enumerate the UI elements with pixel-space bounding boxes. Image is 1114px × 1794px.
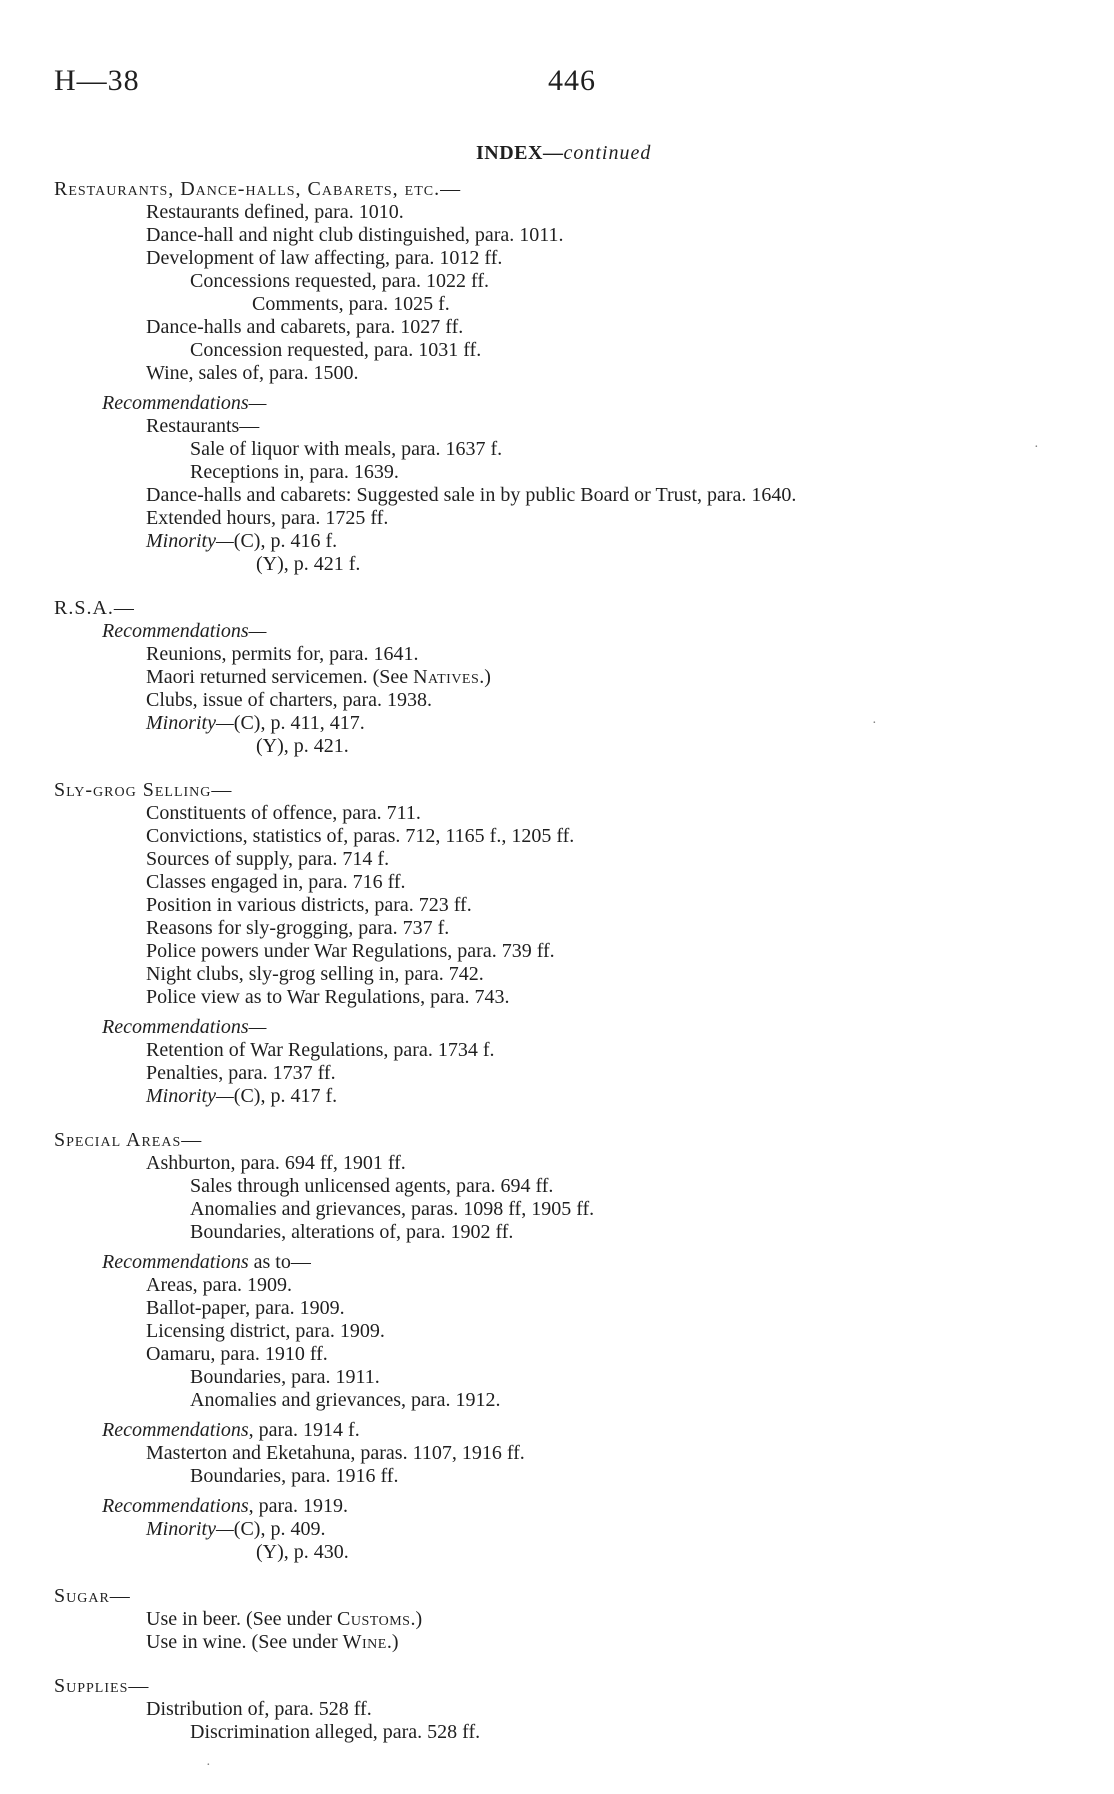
entry-suffix: .) (479, 666, 491, 688)
entry-text: Sales through unlicensed agents, para. 694 ff. (190, 1175, 554, 1197)
index-section (0, 178, 1114, 576)
section-heading: Restaurants, Dance-halls, Cabarets, etc.— (54, 178, 462, 200)
entry-text: Concessions requested, para. 1022 ff. (190, 270, 490, 292)
index-entry (0, 917, 1114, 940)
index-entry (0, 484, 1114, 507)
index-entry (0, 1062, 1114, 1085)
index-section (0, 1129, 1114, 1564)
entry-text: Recommendations— (102, 620, 267, 642)
entry-text: Convictions, statistics of, paras. 712, 1165 f., 1205 ff. (146, 825, 575, 847)
index-entry (0, 438, 1114, 461)
entry-text: Anomalies and grievances, para. 1912. (190, 1389, 501, 1411)
index-entry (0, 339, 1114, 362)
index-title (476, 142, 651, 165)
entry-text: Discrimination alleged, para. 528 ff. (190, 1721, 481, 1743)
entry-text: Recommendations— (102, 392, 267, 414)
index-entry (0, 940, 1114, 963)
entry-text: Licensing district, para. 1909. (146, 1320, 385, 1342)
entry-text: Dance-hall and night club distinguished, para. 1011. (146, 224, 564, 246)
index-title-continued: continued (563, 142, 652, 164)
index-entry (0, 293, 1114, 316)
index-entry (0, 247, 1114, 270)
stray-mark: · (872, 716, 877, 731)
section-heading: R.S.A.— (54, 597, 135, 619)
entry-text: Maori returned servicemen. (See (146, 666, 414, 688)
entry-text: Clubs, issue of charters, para. 1938. (146, 689, 433, 711)
index-entry (0, 848, 1114, 871)
entry-text: Night clubs, sly-grog selling in, para. 742. (146, 963, 484, 985)
index-entry (0, 712, 1114, 735)
entry-text: Anomalies and grievances, paras. 1098 ff, 1905 ff. (190, 1198, 595, 1220)
index-entry (0, 1297, 1114, 1320)
index-entry (0, 415, 1114, 438)
entry-italic-prefix: Minority— (146, 530, 234, 552)
cross-reference: Wine (342, 1631, 387, 1653)
index-entry (0, 1274, 1114, 1297)
index-entry (0, 201, 1114, 224)
index-entry (0, 894, 1114, 917)
index-entry (0, 871, 1114, 894)
report-reference: H—38 (54, 64, 140, 97)
index-entry (0, 1198, 1114, 1221)
index-entry (0, 1251, 1114, 1274)
entry-text: Reunions, permits for, para. 1641. (146, 643, 419, 665)
index-entry (0, 507, 1114, 530)
index-entry (0, 689, 1114, 712)
index-section (0, 597, 1114, 758)
subheading (0, 620, 1114, 643)
index-entry (0, 1221, 1114, 1244)
entry-italic-prefix: Minority— (146, 1085, 234, 1107)
entry-text: Receptions in, para. 1639. (190, 461, 399, 483)
entry-text: Retention of War Regulations, para. 1734 f. (146, 1039, 495, 1061)
index-entry (0, 1152, 1114, 1175)
entry-text: Restaurants defined, para. 1010. (146, 201, 404, 223)
index-entry (0, 1389, 1114, 1412)
entry-text: Areas, para. 1909. (146, 1274, 293, 1296)
entry-text: Sources of supply, para. 714 f. (146, 848, 390, 870)
index-sections (0, 178, 1114, 1765)
cross-reference: Customs (337, 1608, 411, 1630)
stray-mark: · (206, 1758, 211, 1773)
index-entry (0, 224, 1114, 247)
entry-text: Masterton and Eketahuna, paras. 1107, 1916 ff. (146, 1442, 525, 1464)
entry-text: Restaurants— (146, 415, 260, 437)
index-entry (0, 666, 1114, 689)
index-entry (0, 1518, 1114, 1541)
index-entry (0, 1343, 1114, 1366)
index-entry (0, 986, 1114, 1009)
entry-text: Recommendations— (102, 1016, 267, 1038)
entry-text: Extended hours, para. 1725 ff. (146, 507, 389, 529)
section-heading: Sugar— (54, 1585, 131, 1607)
entry-italic-prefix: Recommendations (102, 1419, 249, 1441)
index-entry (0, 461, 1114, 484)
index-entry (0, 963, 1114, 986)
entry-text: Penalties, para. 1737 ff. (146, 1062, 336, 1084)
entry-text: Oamaru, para. 1910 ff. (146, 1343, 328, 1365)
index-entry (0, 1419, 1114, 1442)
entry-text: Ballot-paper, para. 1909. (146, 1297, 345, 1319)
entry-text: Dance-halls and cabarets, para. 1027 ff. (146, 316, 464, 338)
entry-text: Constituents of offence, para. 711. (146, 802, 421, 824)
index-entry (0, 1175, 1114, 1198)
entry-text: Position in various districts, para. 723 ff. (146, 894, 472, 916)
entry-text: Concession requested, para. 1031 ff. (190, 339, 482, 361)
index-entry (0, 735, 1114, 758)
index-entry (0, 1541, 1114, 1564)
entry-text: Boundaries, para. 1911. (190, 1366, 380, 1388)
entry-text: Boundaries, alterations of, para. 1902 ff. (190, 1221, 514, 1243)
entry-text: , para. 1919. (248, 1495, 349, 1517)
entry-text: (Y), p. 421. (256, 735, 349, 757)
subheading (0, 392, 1114, 415)
entry-italic-prefix: Minority— (146, 1518, 234, 1540)
stray-mark: · (1034, 440, 1039, 455)
entry-text: Wine, sales of, para. 1500. (146, 362, 359, 384)
index-entry (0, 825, 1114, 848)
entry-italic-prefix: Minority— (146, 712, 234, 734)
entry-suffix: .) (386, 1631, 399, 1653)
entry-text: (Y), p. 430. (256, 1541, 349, 1563)
index-entry (0, 1495, 1114, 1518)
entry-text: Dance-halls and cabarets: Suggested sale in by public Board or Trust, para. 1640. (146, 484, 797, 506)
subheading (0, 1016, 1114, 1039)
index-entry (0, 1608, 1114, 1631)
entry-text: Use in wine. (See under (146, 1631, 343, 1653)
index-entry (0, 1721, 1114, 1744)
entry-text: (C), p. 416 f. (233, 530, 338, 552)
index-entry (0, 1366, 1114, 1389)
entry-text: (Y), p. 421 f. (256, 553, 361, 575)
entry-text: (C), p. 409. (233, 1518, 326, 1540)
cross-reference: Natives (413, 666, 480, 688)
entry-text: as to— (248, 1251, 311, 1273)
section-heading: Sly-grog Selling— (54, 779, 233, 801)
index-entry (0, 270, 1114, 293)
section-heading: Special Areas— (54, 1129, 203, 1151)
index-entry (0, 1465, 1114, 1488)
section-heading: Supplies— (54, 1675, 150, 1697)
index-entry (0, 553, 1114, 576)
entry-suffix: .) (410, 1608, 423, 1630)
index-section (0, 1585, 1114, 1654)
index-section (0, 1675, 1114, 1744)
entry-text: Boundaries, para. 1916 ff. (190, 1465, 399, 1487)
page-number: 446 (548, 64, 596, 97)
entry-text: , para. 1914 f. (248, 1419, 360, 1441)
entry-text: Use in beer. (See under (146, 1608, 338, 1630)
index-entry (0, 1698, 1114, 1721)
index-entry (0, 1039, 1114, 1062)
index-entry (0, 1631, 1114, 1654)
entry-text: Reasons for sly-grogging, para. 737 f. (146, 917, 450, 939)
entry-text: Ashburton, para. 694 ff, 1901 ff. (146, 1152, 406, 1174)
index-entry (0, 530, 1114, 553)
index-entry (0, 1085, 1114, 1108)
index-entry (0, 802, 1114, 825)
index-entry (0, 362, 1114, 385)
entry-text: Police view as to War Regulations, para. 743. (146, 986, 510, 1008)
entry-text: Sale of liquor with meals, para. 1637 f. (190, 438, 503, 460)
entry-italic-prefix: Recommendations (102, 1251, 249, 1273)
index-entry (0, 316, 1114, 339)
entry-text: Distribution of, para. 528 ff. (146, 1698, 372, 1720)
index-entry (0, 1320, 1114, 1343)
entry-text: Classes engaged in, para. 716 ff. (146, 871, 406, 893)
entry-text: (C), p. 417 f. (233, 1085, 338, 1107)
entry-italic-prefix: Recommendations (102, 1495, 249, 1517)
entry-text: Police powers under War Regulations, para. 739 ff. (146, 940, 555, 962)
index-entry (0, 1442, 1114, 1465)
entry-text: (C), p. 411, 417. (233, 712, 365, 734)
index-entry (0, 643, 1114, 666)
entry-text: Development of law affecting, para. 1012 ff. (146, 247, 503, 269)
index-section (0, 779, 1114, 1108)
index-title-main: INDEX— (476, 142, 564, 164)
entry-text: Comments, para. 1025 f. (252, 293, 450, 315)
